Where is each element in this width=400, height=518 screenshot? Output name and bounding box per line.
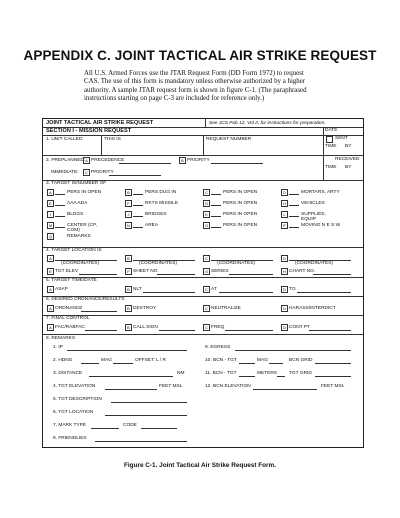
this-is-label: THIS IS: [104, 137, 121, 142]
call-sign-label: CALL SIGN: [133, 325, 158, 330]
egress-line[interactable]: [235, 350, 351, 351]
mag-label-2: MAG: [257, 358, 268, 363]
jtar-form: JOINT TACTICAL AIR STRIKE REQUEST See JCS Pub 12, Vol II, for instructions for preparation. SECTION I - MISSION REQUEST DATE 1. UNIT CALLED THIS IS REQUEST NUMBER SENT TIME BY 2. PREPLANNED: A PRECEDENCE B PRIORITY IMMEDIATE: C PRIORITY RECEIVED TIME BY 3. TARGET IS/NUMBER OF A PERS IN OPEN B PERS DUG IN C PERS IN OPEN D MORTARS, ARTY E AAA ADA F RKTS MISSILE G PERS IN OPEN H VEHICLES I BLDGS J BRIDGES K PERS IN OPEN L SUPPLIES, EQUIP M CENTER (CP, COM) N AREA O PERS IN OPEN P MOVING N E S W Q REMARKS 4. TARGET LOCATION IS A B C D (COORDINATES) (COORDINATES) (COORDINATES) (COORDINATES) E TGT ELEV F SHEET NO G SERIES H CHART NO. 5. TARGET TIME/DATE A ASAP B NLT C AT D TO 6. DESIRED ORDNANCE/RESULTS A ORDNANCE B DESTROY C NEUTRALIZE D HARASS/INTERDICT 7. FINAL CONTROL A FAC/RABFAC B CALL SIGN C FREQ D CONT PT 8. REMARKS 1. IP 2. HDNG 3. DISTANCE 4. TGT ELEVATION 5. TGT DESCRIPTION 6. TGT LOCATION 7. MARK TYPE 8. FRIENDLIES MAG OFFSET: L / R NM FEET MSL CODE 9. EGRESS 10. BCN - TGT 11. BCN - TGT 12. BCN ELEVATION MAG BCN GRID METERS TGT GRID FEET MSL: [42, 118, 364, 448]
mag-line-2[interactable]: [269, 363, 283, 364]
sheet-no-label: SHEET NO: [133, 269, 158, 274]
hdng-line[interactable]: [81, 363, 99, 364]
mag-line[interactable]: [113, 363, 133, 364]
target-box-p[interactable]: P: [281, 222, 288, 229]
target-box-q[interactable]: Q: [48, 234, 53, 239]
target-label-k: PERS IN OPEN: [223, 212, 258, 217]
harass-label: HARASS/INTERDICT: [289, 306, 336, 311]
target-label-p: MOVING N E S W: [301, 223, 341, 228]
priority-label-2: PRIORITY: [91, 170, 114, 175]
coord-b: (COORDINATES): [139, 261, 178, 266]
sent-label: SENT: [335, 136, 348, 141]
precedence-label: PRECEDENCE: [91, 158, 125, 163]
target-label-g: PERS IN OPEN: [223, 201, 258, 206]
target-label-j: BRIDGES: [145, 212, 167, 217]
request-number-label: REQUEST NUMBER: [206, 137, 252, 142]
ordnance-label: ORDNANCE: [55, 306, 83, 311]
priority-label: PRIORITY: [187, 158, 210, 163]
at-label: AT: [211, 287, 217, 292]
figure-caption: Figure C-1. Joint Tactical Air Strike Request Form.: [124, 462, 276, 469]
target-box-h[interactable]: H: [281, 200, 288, 207]
tgt-grid-line[interactable]: [315, 376, 351, 377]
series-label: SERIES: [211, 269, 229, 274]
target-box-d[interactable]: D: [281, 189, 288, 196]
tgt-grid-label: TGT GRID: [289, 371, 312, 376]
target-box-o[interactable]: O: [204, 223, 209, 228]
target-label-i: BLDGS: [67, 212, 84, 217]
tgt-loc-line[interactable]: [105, 415, 187, 416]
page-title: APPENDIX C. JOINT TACTICAL AIR STRIKE REQUEST: [23, 48, 377, 63]
target-label-n: AREA: [145, 223, 159, 228]
control-header: 7. FINAL CONTROL: [46, 316, 90, 321]
target-box-i[interactable]: I: [47, 211, 54, 218]
tgt-desc-line[interactable]: [111, 402, 187, 403]
remark-left-1: 1. IP: [53, 345, 63, 350]
nm-label: NM: [177, 371, 185, 376]
distance-line[interactable]: [89, 376, 173, 377]
time-label-2: TIME: [325, 165, 337, 170]
target-box-b[interactable]: B: [125, 189, 132, 196]
immediate-label: IMMEDIATE:: [51, 170, 79, 175]
received-label: RECEIVED: [335, 157, 360, 162]
target-box-l[interactable]: L: [281, 211, 288, 218]
meters-label: METERS: [257, 371, 277, 376]
target-label-q: REMARKS: [67, 234, 91, 239]
to-label: TO: [289, 287, 296, 292]
target-label-h: VEHICLES: [301, 201, 325, 206]
preplanned-label: 2. PREPLANNED:: [46, 158, 86, 163]
offset-label: OFFSET: L / R: [135, 358, 167, 363]
remark-left-5: 5. TGT DESCRIPTION: [53, 397, 102, 402]
target-label-d: MORTARS, ARTY: [301, 190, 340, 195]
chart-no-label: CHART NO.: [289, 269, 316, 274]
target-box-f[interactable]: F: [125, 200, 132, 207]
freq-label: FREQ: [211, 325, 225, 330]
cont-pt-label: CONT PT: [289, 325, 310, 330]
coord-d: (COORDINATES): [295, 261, 334, 266]
ordnance-header: 6. DESIRED ORDNANCE/RESULTS: [46, 297, 125, 302]
ip-line[interactable]: [67, 350, 187, 351]
time-header: 5. TARGET TIME/DATE: [46, 278, 97, 283]
remark-right-12: 12. BCN ELEVATION: [205, 384, 251, 389]
neutralize-label: NEUTRALIZE: [211, 306, 241, 311]
time-label: TIME: [325, 144, 337, 149]
target-label-e: AAA ADA: [67, 201, 88, 206]
intro-paragraph: All U.S. Armed Forces use the JTAR Request Form (DD Form 1972) to request CAS. The use of this form is mandatory unless otherwise authorized by a higher authority. A sample JTAR request form is shown in figure C-1. (The paraphrased instructions starting on page C-3 are included for reference only.): [84, 70, 307, 103]
remark-left-4: 4. TGT ELEVATION: [53, 384, 96, 389]
coord-a: (COORDINATES): [61, 261, 100, 266]
unit-called-label: 1. UNIT CALLED: [46, 137, 83, 142]
target-box-n[interactable]: N: [125, 222, 132, 229]
remark-left-6: 6. TGT LOCATION: [53, 410, 94, 415]
remark-left-7: 7. MARK TYPE: [53, 423, 86, 428]
code-label: CODE: [123, 423, 137, 428]
bcn-elev-line[interactable]: [253, 389, 317, 390]
target-box-a[interactable]: A: [47, 189, 54, 196]
target-box-c[interactable]: C: [203, 189, 210, 196]
target-label-o: PERS IN OPEN: [223, 223, 258, 228]
destroy-label: DESTROY: [133, 306, 157, 311]
location-header: 4. TARGET LOCATION IS: [46, 248, 102, 253]
target-box-g[interactable]: G: [204, 201, 209, 206]
remark-left-3: 3. DISTANCE: [53, 371, 83, 376]
feet-msl-label: FEET MSL: [159, 384, 183, 389]
code-line[interactable]: [141, 428, 177, 429]
target-label-b: PERS DUG IN: [145, 190, 177, 195]
date-label: DATE: [325, 128, 338, 133]
bcn-tgt-line-2[interactable]: [239, 376, 255, 377]
section1-heading: SECTION I - MISSION REQUEST: [46, 128, 132, 134]
mark-type-line[interactable]: [91, 428, 119, 429]
form-heading: JOINT TACTICAL AIR STRIKE REQUEST: [46, 120, 154, 126]
tgt-elev-line[interactable]: [105, 389, 157, 390]
coord-c: (COORDINATES): [217, 261, 256, 266]
remark-left-8: 8. FRIENDLIES: [53, 436, 87, 441]
target-label-f: RKTS MISSILE: [145, 201, 179, 206]
meters-line[interactable]: [277, 376, 285, 377]
target-label-m: CENTER (CP, COM): [67, 223, 98, 233]
target-box-k[interactable]: K: [203, 211, 210, 218]
fac-label: FAC/RABFAC: [55, 325, 85, 330]
target-header: 3. TARGET IS/NUMBER OF: [46, 181, 107, 186]
target-box-m[interactable]: M: [48, 223, 53, 228]
friendlies-line[interactable]: [95, 441, 187, 442]
bcn-tgt-line-1[interactable]: [239, 363, 255, 364]
target-label-a: PERS IN OPEN: [67, 190, 102, 195]
see-note: See JCS Pub 12, Vol II, for instructions for preparation.: [209, 121, 326, 126]
mag-label: MAG: [101, 358, 112, 363]
remark-right-11: 11. BCN - TGT: [205, 371, 237, 376]
bcn-grid-line[interactable]: [315, 363, 351, 364]
tgt-elev-label: TGT ELEV: [55, 269, 79, 274]
remarks-header: 8. REMARKS: [46, 336, 76, 341]
feet-msl-label-2: FEET MSL: [321, 384, 345, 389]
by-label: BY: [345, 144, 352, 149]
target-label-c: PERS IN OPEN: [223, 190, 258, 195]
remark-left-2: 2. HDNG: [53, 358, 73, 363]
target-box-j[interactable]: J: [125, 211, 132, 218]
nlt-label: NLT: [133, 287, 142, 292]
remark-right-10: 10. BCN - TGT: [205, 358, 237, 363]
target-box-e[interactable]: E: [47, 200, 54, 207]
target-label-l: SUPPLIES, EQUIP: [301, 212, 326, 222]
by-label-2: BY: [345, 165, 352, 170]
asap-label: ASAP: [55, 287, 68, 292]
bcn-grid-label: BCN GRID: [289, 358, 313, 363]
remark-right-9: 9. EGRESS: [205, 345, 231, 350]
